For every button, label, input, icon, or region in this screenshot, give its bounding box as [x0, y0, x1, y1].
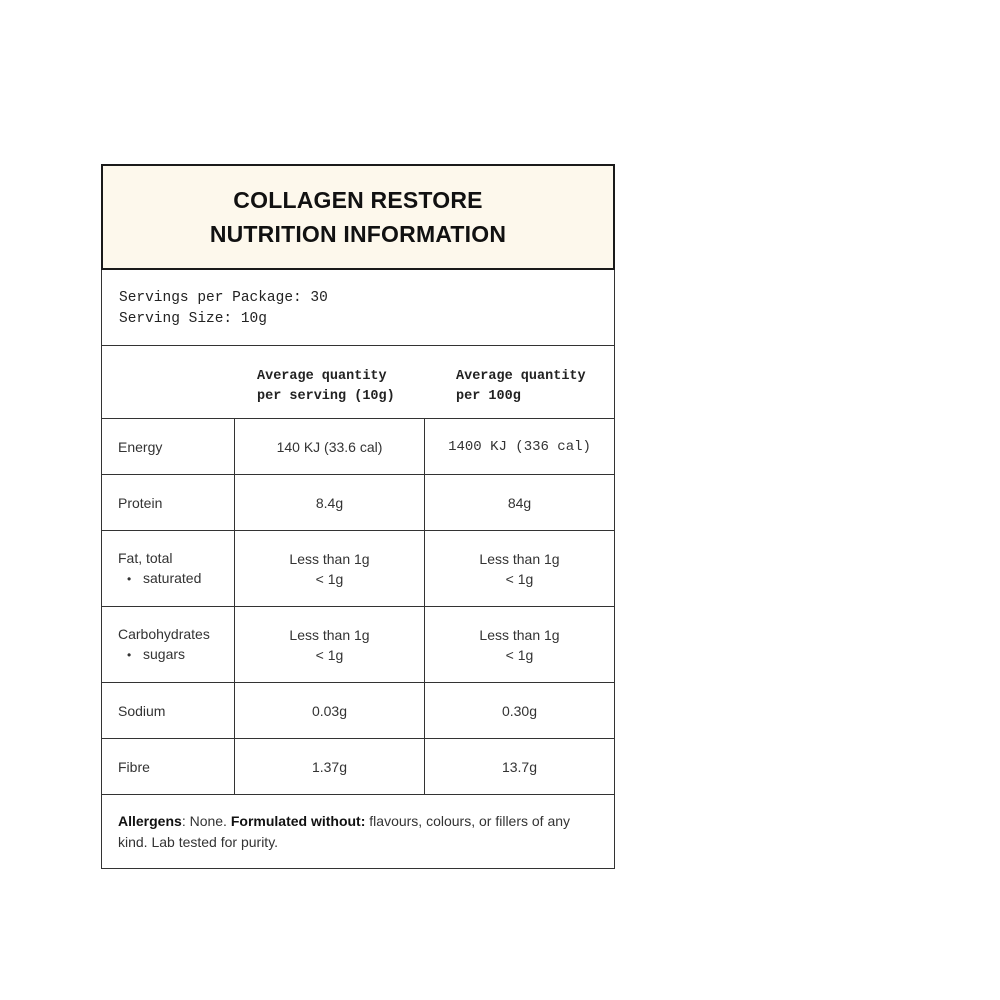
nutrient-name: Protein: [102, 475, 235, 530]
nutrient-name-cell: [102, 531, 235, 606]
value-per-serving: Less than 1g: [289, 550, 370, 567]
value-per-100g-cell: [425, 531, 614, 606]
table-row: [102, 419, 614, 475]
allergens-value: : None.: [181, 813, 231, 829]
nutrient-subitem: [118, 568, 234, 589]
value-per-serving-sub: < 1g: [315, 646, 344, 663]
nutrient-name: Sodium: [102, 683, 235, 738]
table-row: [102, 607, 614, 683]
allergens-label: Allergens: [118, 813, 182, 829]
value-per-100g: 84g: [507, 494, 532, 511]
value-per-100g: 13.7g: [501, 758, 538, 775]
serving-size: Serving Size: 10g: [119, 311, 267, 327]
column-header-per-serving: Average quantity per serving (10g): [257, 369, 395, 404]
nutrient-subitem: [118, 644, 234, 665]
formulated-value: flavours, colours, or fillers of any kind. Lab tested for purity.: [118, 813, 571, 850]
bullet-icon: •: [127, 648, 132, 662]
value-per-100g: 0.30g: [501, 702, 538, 719]
formulated-label: Formulated without:: [230, 813, 366, 829]
value-per-100g-sub: < 1g: [505, 646, 534, 663]
nutrient-name: Fat, total: [118, 550, 173, 566]
nutrient-subitem-label: saturated: [143, 570, 202, 586]
table-row: [102, 739, 614, 795]
value-per-serving: 0.03g: [235, 683, 425, 738]
value-per-serving: 140 KJ (33.6 cal): [235, 419, 425, 474]
nutrient-name: Fibre: [102, 739, 235, 794]
value-per-100g: Less than 1g: [479, 626, 560, 643]
column-header-per-100g: Average quantity per 100g: [456, 369, 586, 404]
value-per-100g-sub: < 1g: [505, 570, 534, 587]
allergen-note: [102, 795, 614, 868]
value-per-100g-cell: [425, 607, 614, 682]
nutrient-subitem-label: sugars: [143, 646, 186, 662]
title-box: [101, 164, 615, 270]
bullet-icon: •: [127, 572, 132, 586]
value-per-serving: 8.4g: [235, 475, 425, 530]
panel-title: NUTRITION INFORMATION: [209, 221, 507, 247]
value-per-serving: Less than 1g: [289, 626, 370, 643]
value-per-100g: 1400 KJ (336 cal): [448, 438, 591, 455]
value-per-serving-sub: < 1g: [315, 570, 344, 587]
value-per-serving: 1.37g: [235, 739, 425, 794]
value-per-serving-cell: [235, 607, 425, 682]
nutrient-name-cell: [102, 607, 235, 682]
table-row: [102, 683, 614, 739]
nutrition-panel: [101, 164, 615, 869]
servings-info: [102, 270, 614, 346]
table-row: [102, 475, 614, 531]
servings-per-package: Servings per Package: 30: [119, 290, 328, 306]
value-per-serving-cell: [235, 531, 425, 606]
table-row: [102, 531, 614, 607]
column-header-row: [102, 346, 614, 419]
nutrient-name: Carbohydrates: [118, 626, 210, 642]
product-title: COLLAGEN RESTORE: [233, 187, 483, 213]
nutrient-name: Energy: [102, 419, 235, 474]
value-per-100g: Less than 1g: [479, 550, 560, 567]
